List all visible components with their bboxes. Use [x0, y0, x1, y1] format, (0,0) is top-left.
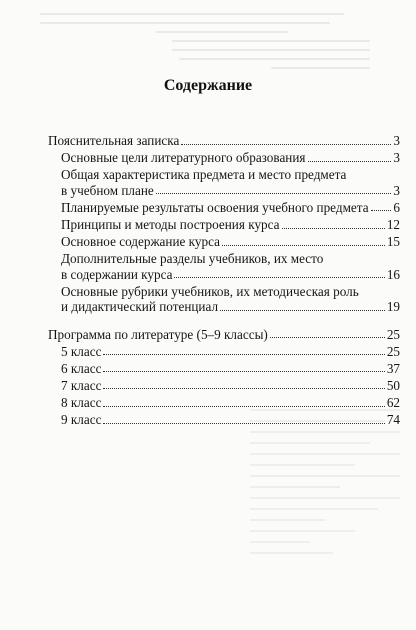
dot-leader — [103, 406, 384, 407]
toc-entry-label: 6 класс — [61, 360, 102, 376]
toc-item — [48, 251, 400, 282]
toc-entry-label: 5 класс — [61, 343, 102, 359]
toc-entry-label: Дополнительные разделы учебников, их место — [61, 251, 324, 267]
toc-page-number: 15 — [386, 234, 400, 250]
toc-item-line — [61, 200, 400, 216]
dot-leader — [371, 210, 392, 211]
toc-section — [48, 133, 400, 149]
toc-section-line — [48, 133, 400, 149]
toc-item-line — [61, 299, 400, 315]
toc-item-line — [61, 217, 400, 233]
toc-item — [48, 361, 400, 377]
dot-leader — [103, 423, 384, 424]
dot-leader — [103, 354, 384, 355]
toc-item — [48, 284, 400, 315]
dot-leader — [174, 277, 384, 278]
dot-leader — [156, 193, 392, 194]
toc-entry-label: Основные рубрики учебников, их методическая роль — [61, 283, 359, 299]
toc-page-number: 16 — [386, 266, 400, 282]
toc-page-number: 25 — [386, 343, 400, 359]
toc-item — [48, 344, 400, 360]
toc-page-number: 3 — [393, 150, 400, 166]
dot-leader — [308, 161, 392, 162]
contents-title: Содержание — [163, 77, 253, 94]
bleed-through-text — [40, 6, 370, 78]
toc-item-line — [61, 361, 400, 377]
toc-page-number: 19 — [386, 299, 400, 315]
toc-entry-label: 8 класс — [61, 394, 102, 410]
toc-page-number: 62 — [386, 394, 400, 410]
toc-item — [48, 200, 400, 216]
toc-page-number: 3 — [393, 133, 400, 148]
toc-page-number: 37 — [386, 360, 400, 376]
toc-item-line — [61, 412, 400, 428]
dot-leader — [181, 144, 391, 145]
toc-item-line — [61, 378, 400, 394]
toc-page-number: 6 — [393, 199, 400, 215]
toc-item-line — [61, 267, 400, 283]
toc-entry-label: Программа по литературе (5–9 классы) — [48, 326, 268, 342]
toc-page-number: 74 — [386, 412, 400, 427]
dot-leader — [282, 228, 385, 229]
toc-page-number: 50 — [386, 377, 400, 393]
dot-leader — [220, 310, 385, 311]
toc-entry-label: и дидактический потенциал — [61, 299, 219, 315]
toc-entry-label: 9 класс — [61, 412, 102, 427]
toc-section-line — [48, 327, 400, 343]
toc-item — [48, 395, 400, 411]
toc-item — [48, 167, 400, 198]
toc-page-number: 25 — [386, 326, 400, 342]
toc-item-line — [61, 234, 400, 250]
toc-entry-label: Пояснительная записка — [48, 133, 180, 148]
toc-entry-label: Основные цели литературного образования — [61, 150, 306, 166]
toc-item — [48, 150, 400, 166]
toc-entry-label: в содержании курса — [61, 266, 173, 282]
bleed-through-text — [250, 400, 400, 610]
toc-item-line — [61, 344, 400, 360]
toc-entry-label: в учебном плане — [61, 182, 154, 198]
toc-page-number: 3 — [393, 182, 400, 198]
toc-item — [48, 378, 400, 394]
toc-entry-label: Основное содержание курса — [61, 234, 220, 250]
toc-entry-label: Принципы и методы построения курса — [61, 216, 280, 232]
toc-page-number: 12 — [386, 216, 400, 232]
section-gap — [48, 317, 400, 327]
table-of-contents — [48, 133, 400, 429]
toc-entry-label: 7 класс — [61, 377, 102, 393]
dot-leader — [222, 245, 385, 246]
toc-item — [48, 217, 400, 233]
toc-item-line — [61, 150, 400, 166]
toc-item-line — [61, 183, 400, 199]
toc-item — [48, 412, 400, 428]
toc-entry-label: Планируемые результаты освоения учебного предмета — [61, 199, 369, 215]
dot-leader — [103, 371, 384, 372]
toc-item-line — [61, 395, 400, 411]
dot-leader — [270, 337, 385, 338]
toc-entry-label: Общая характеристика предмета и место предмета — [61, 167, 347, 183]
toc-section — [48, 327, 400, 343]
toc-item — [48, 234, 400, 250]
dot-leader — [103, 388, 384, 389]
